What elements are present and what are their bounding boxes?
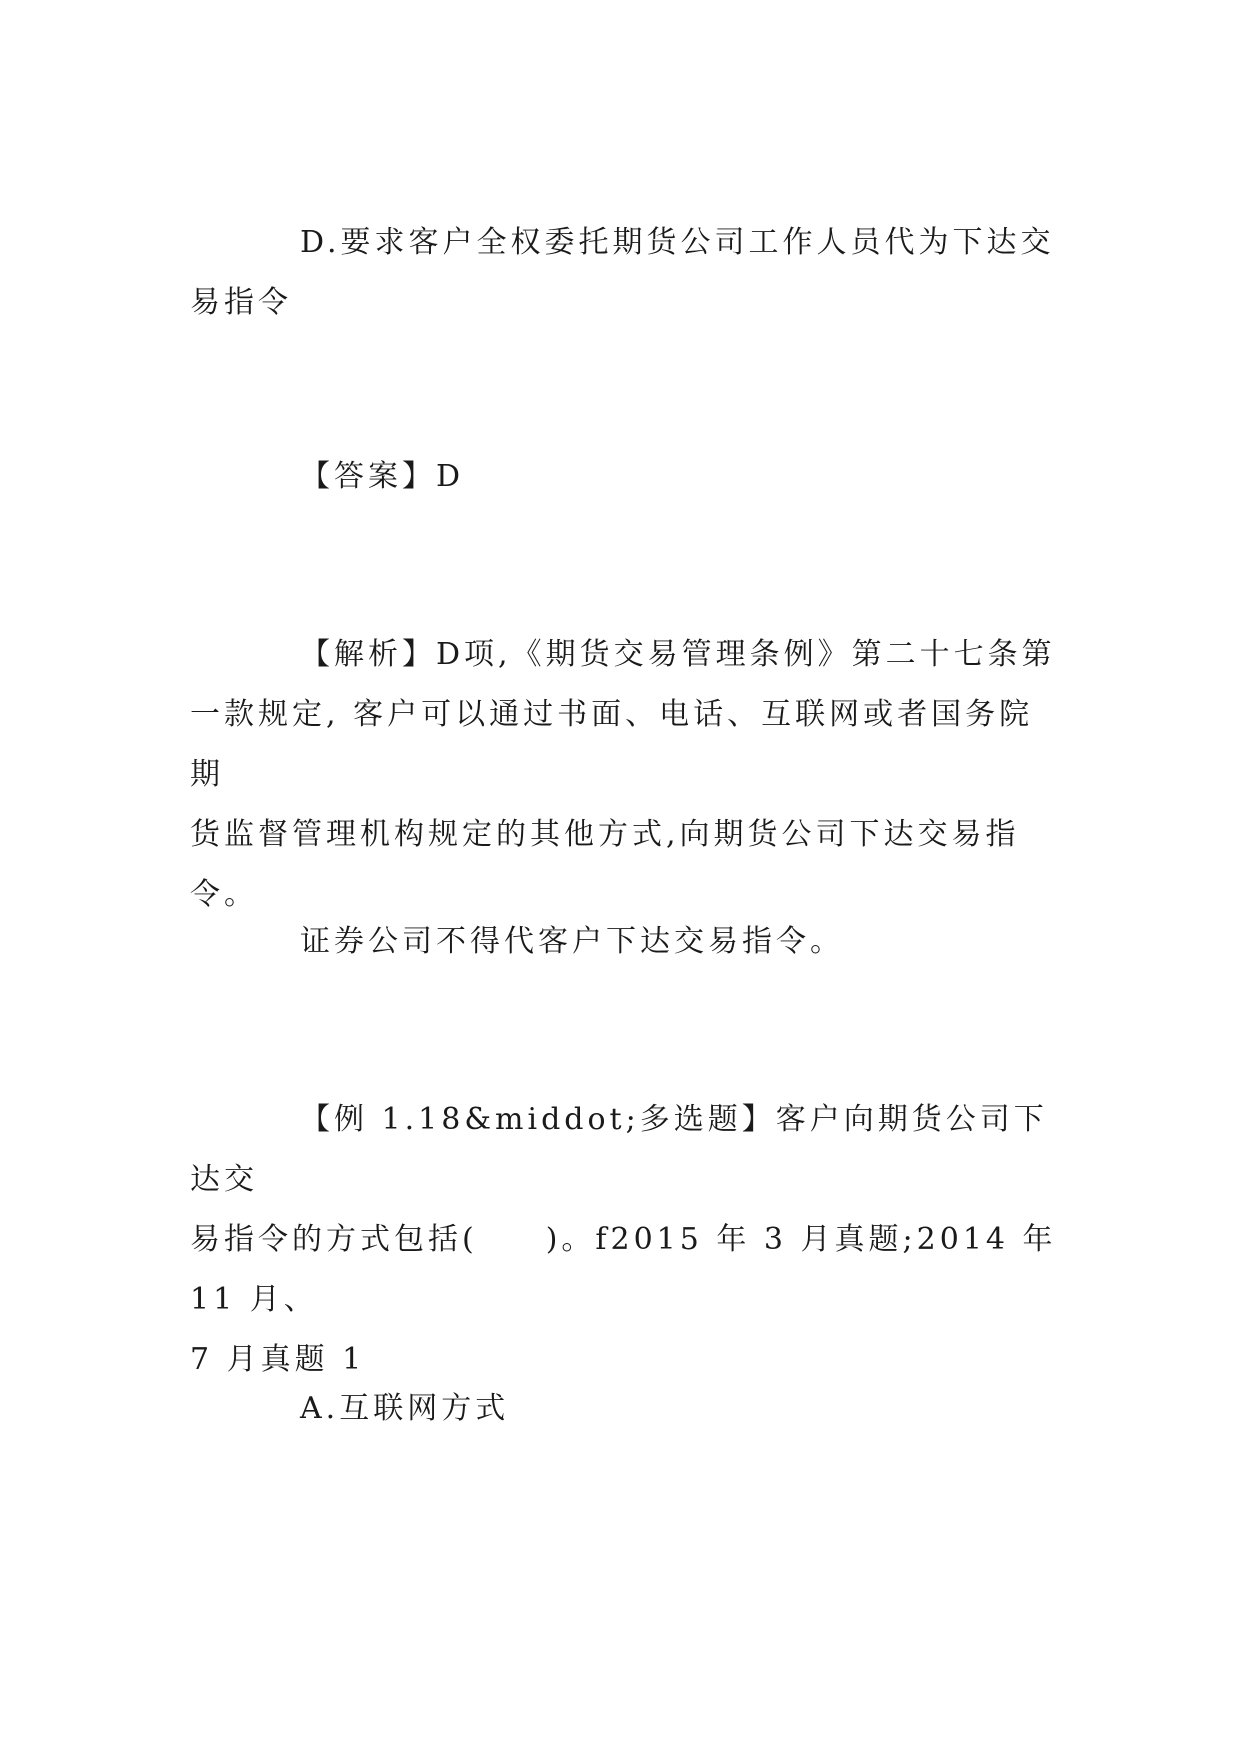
text-line: 易指令 bbox=[190, 285, 292, 320]
analysis-paragraph bbox=[190, 625, 1060, 925]
text-line: 证券公司不得代客户下达交易指令。 bbox=[300, 924, 844, 959]
text-line: 【答案】D bbox=[300, 459, 465, 494]
text-line: 7 月真题 1 bbox=[190, 1342, 366, 1377]
note-paragraph bbox=[190, 912, 1060, 972]
option-d-paragraph bbox=[190, 213, 1060, 333]
option-a-paragraph bbox=[190, 1379, 1060, 1439]
text-line: A.互联网方式 bbox=[300, 1391, 510, 1426]
text-line: 一款规定, 客户可以通过书面、电话、互联网或者国务院期 bbox=[190, 697, 1034, 792]
text-line: 【解析】D项,《期货交易管理条例》第二十七条第 bbox=[300, 637, 1056, 672]
text-line: 货监督管理机构规定的其他方式,向期货公司下达交易指令。 bbox=[190, 817, 1020, 912]
text-line: D.要求客户全权委托期货公司工作人员代为下达交 bbox=[300, 225, 1055, 260]
answer-paragraph bbox=[190, 447, 1060, 507]
example-question-paragraph bbox=[190, 1090, 1060, 1390]
text-line: 易指令的方式包括( )。f2015 年 3 月真题;2014 年 11 月、 bbox=[190, 1222, 1057, 1317]
text-line: 【例 1.18&middot;多选题】客户向期货公司下达交 bbox=[190, 1102, 1048, 1197]
